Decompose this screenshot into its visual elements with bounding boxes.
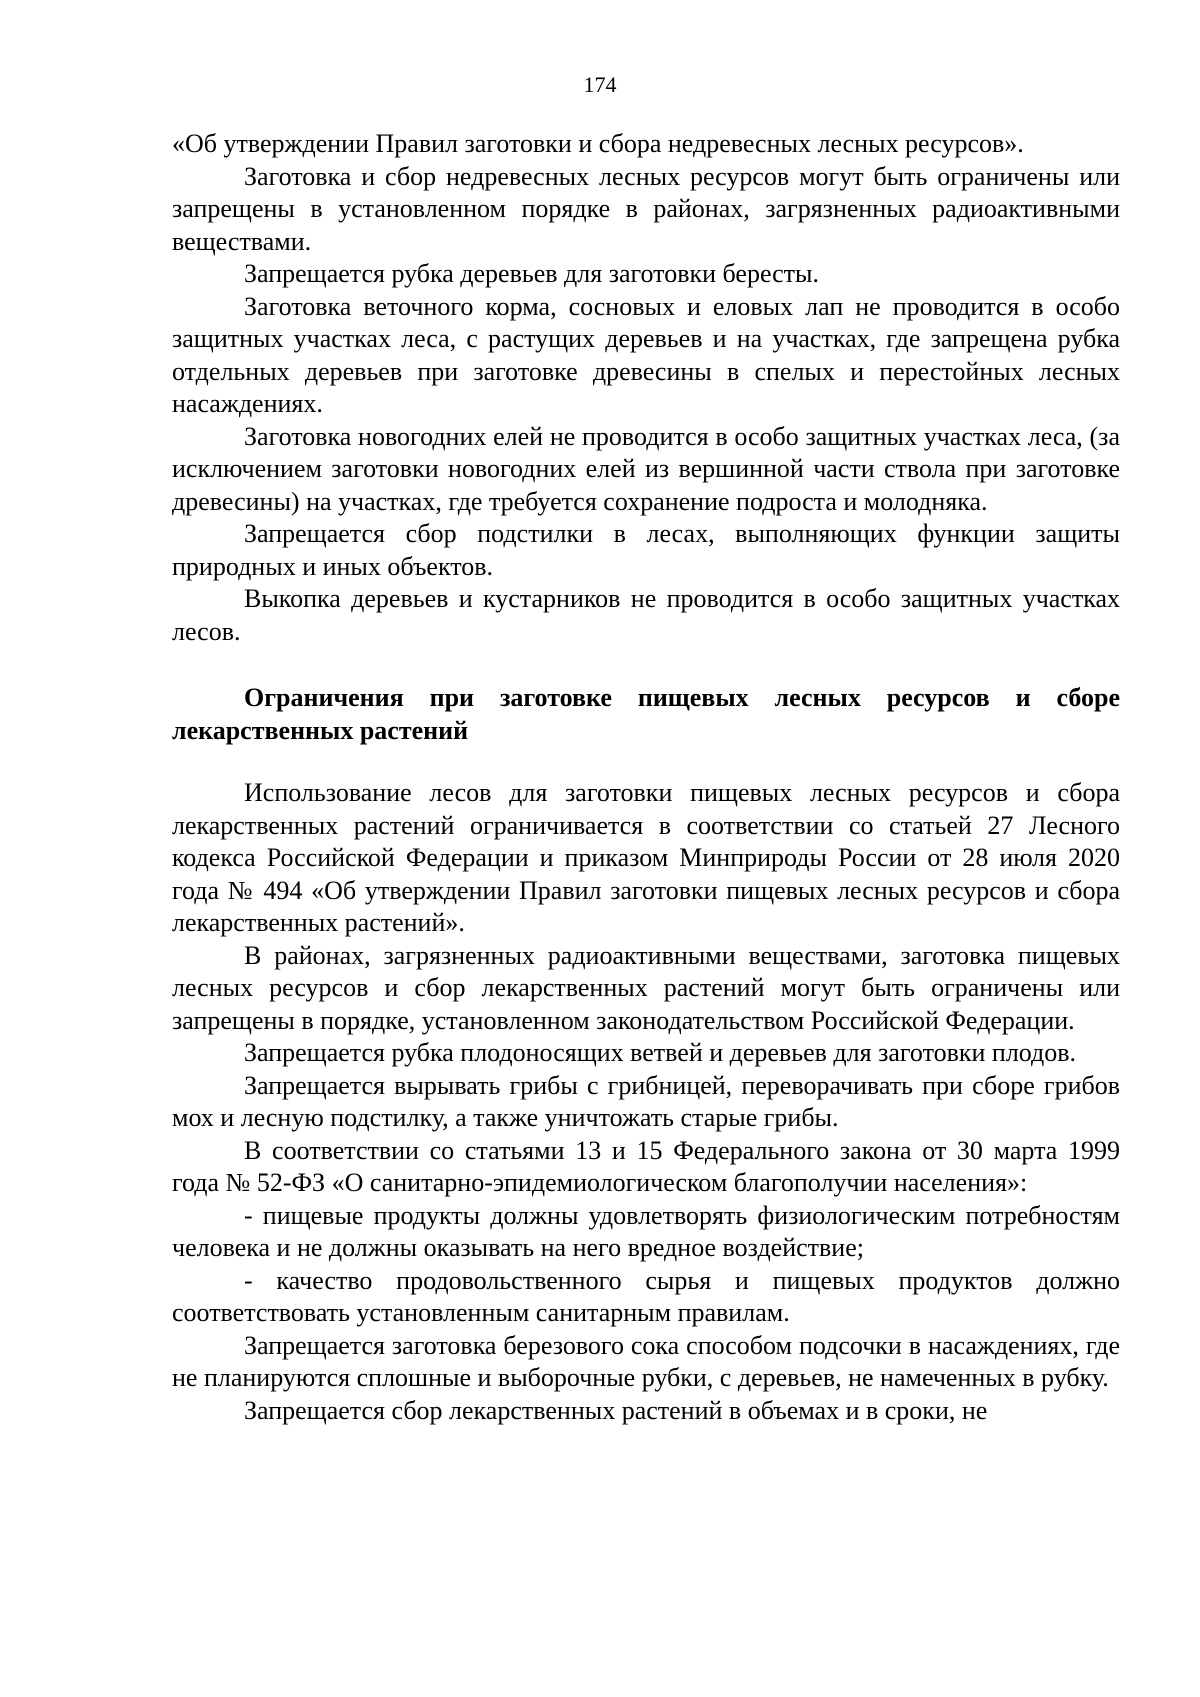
list-item: - пищевые продукты должны удовлетворять физиологическим потребностям человека и не должны оказывать на него вредное воздействие;	[172, 1200, 1120, 1262]
paragraph: Запрещается рубка деревьев для заготовки бересты.	[244, 259, 820, 288]
paragraph: Запрещается сбор лекарственных растений в объемах и в сроки, не	[244, 1395, 988, 1425]
paragraphs-before-heading	[172, 128, 1120, 648]
list-item: - качество продовольственного сырья и пищевых продуктов должно соответствовать установленным санитарным правилам.	[172, 1265, 1120, 1327]
paragraph: Запрещается вырывать грибы с грибницей, переворачивать при сборе грибов мох и лесную подстилку, а также уничтожать старые грибы.	[172, 1070, 1120, 1132]
paragraph: Выкопка деревьев и кустарников не проводится в особо защитных участках лесов.	[172, 584, 1120, 646]
paragraph: Запрещается сбор подстилки в лесах, выполняющих функции защиты природных и иных объектов.	[172, 519, 1120, 581]
paragraph: В районах, загрязненных радиоактивными веществами, заготовка пищевых лесных ресурсов и сбор лекарственных растений могут быть ограничены или запрещены в порядке, установленном законодательством Российской Федерации.	[172, 940, 1120, 1035]
paragraphs-after-heading	[172, 777, 1120, 1427]
page-body	[172, 128, 1120, 1427]
page-number: 174	[583, 72, 617, 97]
paragraph: Заготовка и сбор недревесных лесных ресурсов могут быть ограничены или запрещены в установленном порядке в районах, загрязненных радиоактивными веществами.	[172, 161, 1120, 256]
paragraph: «Об утверждении Правил заготовки и сбора недревесных лесных ресурсов».	[172, 129, 1024, 158]
paragraph: Заготовка новогодних елей не проводится в особо защитных участках леса, (за исключением заготовки новогодних елей из вершинной части ствола при заготовке древесины) на участках, где требуется сохранение подроста и молодняка.	[172, 421, 1120, 516]
paragraph: Запрещается рубка плодоносящих ветвей и деревьев для заготовки плодов.	[244, 1038, 1077, 1067]
paragraph: Заготовка веточного корма, сосновых и еловых лап не проводится в особо защитных участках леса, с растущих деревьев и на участках, где запрещена рубка отдельных деревьев при заготовке древесины в спелых и перестойных лесных насаждениях.	[172, 291, 1120, 418]
section-heading: Ограничения при заготовке пищевых лесных ресурсов и сборе лекарственных растений	[172, 683, 1120, 745]
paragraph: Запрещается заготовка березового сока способом подсочки в насаждениях, где не планируются сплошные и выборочные рубки, с деревьев, не намеченных в рубку.	[172, 1330, 1120, 1392]
paragraph: Использование лесов для заготовки пищевых лесных ресурсов и сбора лекарственных растений ограничивается в соответствии со статьей 27 Лесного кодекса Российской Федерации и приказом Минприроды России от 28 июля 2020 года № 494 «Об утверждении Правил заготовки пищевых лесных ресурсов и сбора лекарственных растений».	[172, 778, 1120, 937]
paragraph: В соответствии со статьями 13 и 15 Федерального закона от 30 марта 1999 года № 52-ФЗ «О санитарно-эпидемиологическом благополучии населения»:	[172, 1135, 1120, 1197]
